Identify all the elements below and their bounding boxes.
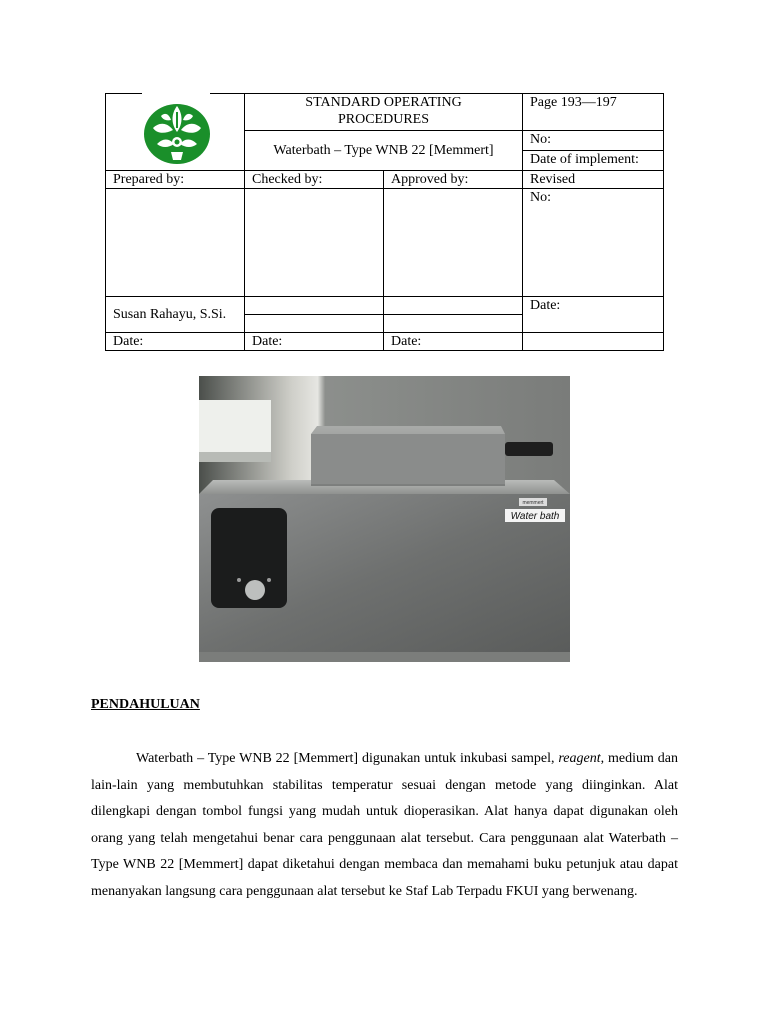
water-bath-label: Water bath: [510, 511, 560, 522]
logo-cell: [106, 94, 245, 171]
prepared-date-label: Date:: [106, 333, 245, 351]
checked-extra-line: [245, 315, 384, 333]
page-number: Page 193—197: [523, 94, 664, 131]
sop-header-table: [105, 93, 664, 351]
approved-signature-area: [384, 189, 523, 297]
approved-name-line: [384, 297, 523, 315]
prepared-by-label: Prepared by:: [106, 171, 245, 189]
approved-date-label: Date:: [384, 333, 523, 351]
revised-date-label: Date:: [523, 297, 664, 333]
introduction-paragraph: [91, 746, 678, 905]
checked-date-label: Date:: [245, 333, 384, 351]
prepared-signature-area: [106, 189, 245, 297]
section-heading: PENDAHULUAN: [91, 697, 200, 712]
university-emblem-icon: [141, 94, 213, 166]
approved-by-label: Approved by:: [384, 171, 523, 189]
checked-by-label: Checked by:: [245, 171, 384, 189]
checked-signature-area: [245, 189, 384, 297]
paragraph-text-2: , medium dan lain-lain yang membutuhkan stabilitas temperatur sesuai dengan metode yang diinginkan. Alat dilengkapi dengan tombol fungsi yang mudah untuk dioperasikan. Alat hanya dapat digunakan oleh orang yang telah mengetahui benar cara penggunaan alat tersebut. Cara penggunaan alat Waterbath – Type WNB 22 [Memmert] dapat diketahui dengan membaca dan memahami buku petunjuk atau dapat menanyakan langsung cara penggunaan alat tersebut ke Staf Lab Terpadu FKUI yang berwenang.: [91, 751, 678, 899]
sop-subtitle: Waterbath – Type WNB 22 [Memmert]: [245, 131, 523, 171]
paragraph-text-1: Waterbath – Type WNB 22 [Memmert] digunakan untuk inkubasi sampel,: [136, 751, 559, 766]
document-no-label: No:: [523, 131, 663, 151]
revised-no-label: No:: [523, 189, 664, 297]
approved-extra-line: [384, 315, 523, 333]
waterbath-photo: [199, 376, 570, 662]
date-of-implement-label: Date of implement:: [530, 152, 639, 167]
revised-empty-cell: [523, 333, 664, 351]
brand-tag: memmert: [522, 500, 544, 506]
revised-label: Revised: [523, 171, 664, 189]
preparer-name: Susan Rahayu, S.Si.: [106, 297, 245, 333]
sop-title: STANDARD OPERATING PROCEDURES: [245, 94, 523, 131]
paragraph-italic-term: reagent: [558, 751, 601, 766]
checked-name-line: [245, 297, 384, 315]
